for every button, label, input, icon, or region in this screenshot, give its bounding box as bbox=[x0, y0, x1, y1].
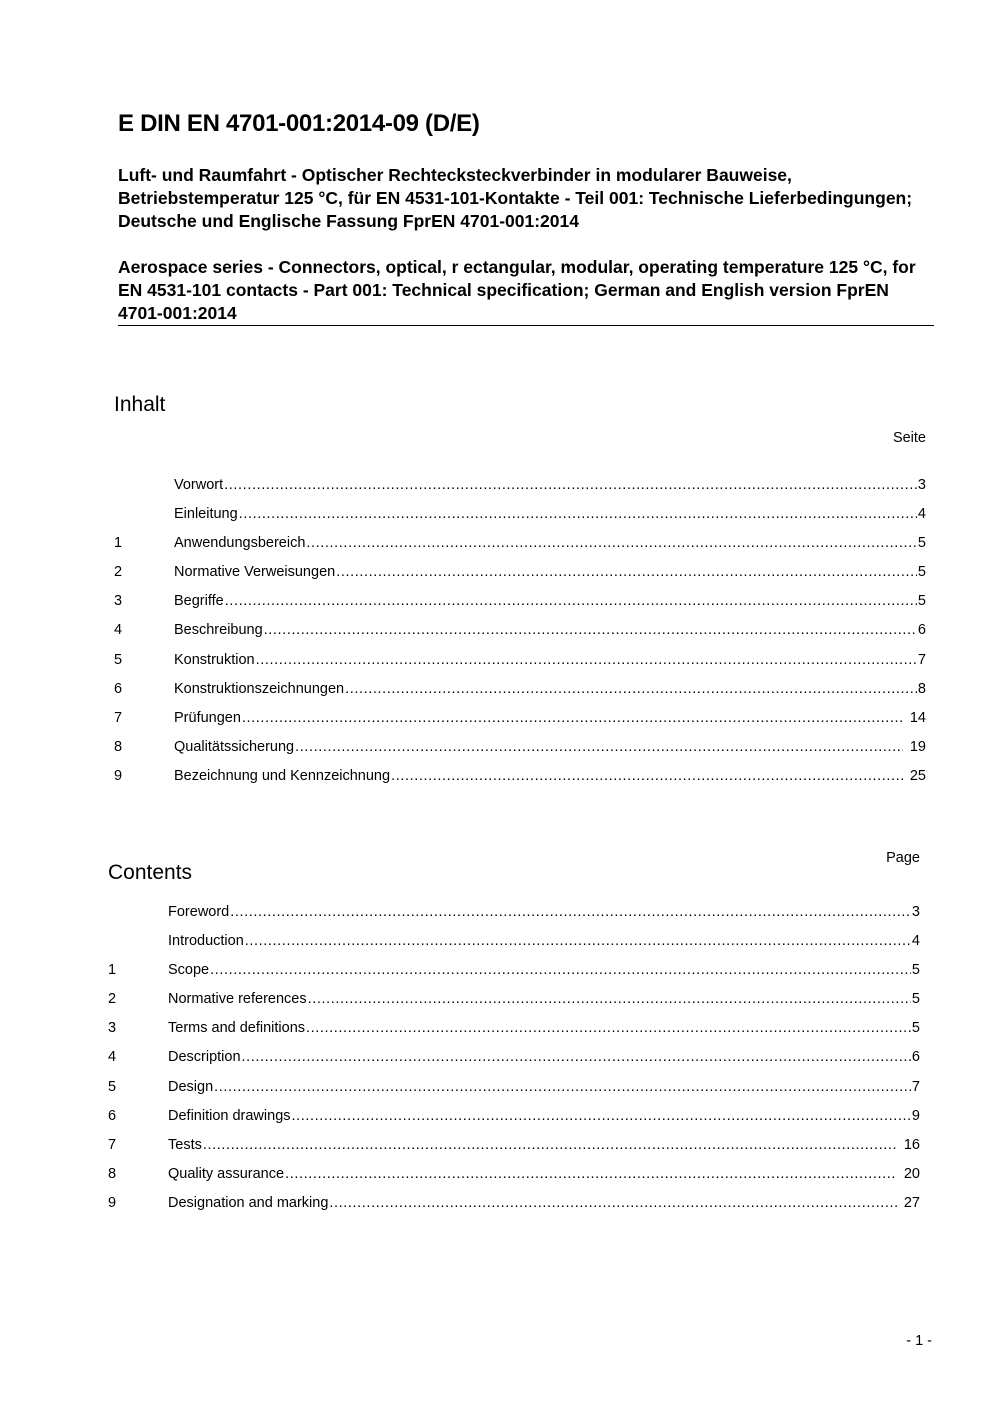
toc-entry[interactable] bbox=[114, 593, 926, 622]
toc-entry-page: 9 bbox=[911, 1107, 920, 1124]
toc-entry-label: Beschreibung bbox=[174, 622, 263, 639]
toc-entry-label: Bezeichnung und Kennzeichnung bbox=[174, 767, 391, 784]
toc-entry-page: 6 bbox=[917, 622, 926, 639]
toc-entry-label: Konstruktion bbox=[174, 651, 255, 668]
toc-entry-number: 2 bbox=[114, 564, 123, 581]
document-title: E DIN EN 4701-001:2014-09 (D/E) bbox=[118, 110, 480, 138]
toc-leader-dots bbox=[225, 593, 917, 609]
toc-entry-page: 8 bbox=[917, 680, 926, 697]
toc-entry-page: 14 bbox=[909, 709, 926, 726]
toc-entry-number: 8 bbox=[114, 738, 123, 755]
toc-leader-dots bbox=[224, 477, 917, 493]
toc-leader-dots bbox=[329, 1195, 896, 1211]
toc-entry[interactable] bbox=[114, 652, 926, 681]
toc-leader-dots bbox=[230, 904, 911, 920]
toc-entry-page: 5 bbox=[911, 1020, 920, 1037]
toc-entry-number: 3 bbox=[114, 593, 123, 610]
toc-entry-label: Normative Verweisungen bbox=[174, 564, 336, 581]
toc-leader-dots bbox=[292, 1108, 911, 1124]
toc-entry-page: 19 bbox=[909, 738, 926, 755]
toc-entry-label: Konstruktionszeichnungen bbox=[174, 680, 345, 697]
toc-entry[interactable] bbox=[108, 904, 920, 933]
toc-leader-dots bbox=[245, 933, 911, 949]
toc-entry[interactable] bbox=[108, 1137, 920, 1166]
toc-entry-number: 5 bbox=[108, 1078, 117, 1095]
toc-entry-page: 7 bbox=[911, 1078, 920, 1095]
toc-entry[interactable] bbox=[114, 564, 926, 593]
toc-entry-page: 5 bbox=[917, 593, 926, 610]
toc-entry-page: 5 bbox=[917, 564, 926, 581]
toc-entry-number: 2 bbox=[108, 991, 117, 1008]
toc-entry-page: 4 bbox=[917, 506, 926, 523]
toc-leader-dots bbox=[345, 681, 917, 697]
toc-leader-dots bbox=[239, 506, 917, 522]
toc-leader-dots bbox=[308, 991, 911, 1007]
toc-leader-dots bbox=[285, 1166, 897, 1182]
toc-entry-page: 25 bbox=[909, 767, 926, 784]
toc-de-heading: Inhalt bbox=[114, 393, 166, 417]
toc-entry-page: 5 bbox=[911, 991, 920, 1008]
page-number: - 1 - bbox=[906, 1333, 932, 1349]
toc-entry[interactable] bbox=[114, 768, 926, 797]
toc-entry-label: Terms and definitions bbox=[168, 1020, 306, 1037]
toc-en-heading: Contents bbox=[108, 861, 193, 885]
toc-entry-label: Qualitätssicherung bbox=[174, 738, 295, 755]
toc-entry[interactable] bbox=[114, 622, 926, 651]
toc-leader-dots bbox=[336, 564, 917, 580]
toc-entry-label: Description bbox=[168, 1049, 241, 1066]
toc-entry-number: 7 bbox=[114, 709, 123, 726]
toc-en-page-label: Page bbox=[886, 850, 920, 866]
toc-entry-page: 16 bbox=[903, 1136, 920, 1153]
toc-leader-dots bbox=[295, 739, 903, 755]
toc-entry-label: Tests bbox=[168, 1136, 202, 1153]
toc-entry[interactable] bbox=[108, 1049, 920, 1078]
toc-entry-page: 3 bbox=[917, 477, 926, 493]
toc-leader-dots bbox=[264, 622, 917, 638]
toc-leader-dots bbox=[242, 710, 903, 726]
toc-entry-number: 7 bbox=[108, 1136, 117, 1153]
toc-leader-dots bbox=[203, 1137, 897, 1153]
toc-entry-label: Anwendungsbereich bbox=[174, 535, 306, 552]
toc-leader-dots bbox=[306, 535, 917, 551]
toc-entry-label: Quality assurance bbox=[168, 1165, 285, 1182]
toc-entry-label: Begriffe bbox=[174, 593, 224, 610]
toc-entry-page: 5 bbox=[917, 535, 926, 552]
title-english: Aerospace series - Connectors, optical, r ectangular, modular, operating temperature 125 °C, for EN 4531-101 contacts - Part 001: Technical specification; German and English version FprEN 4701-001:2014 bbox=[118, 257, 916, 323]
toc-entry[interactable] bbox=[108, 1020, 920, 1049]
toc-entry-number: 4 bbox=[114, 622, 123, 639]
toc-entry-number: 4 bbox=[108, 1049, 117, 1066]
toc-entry[interactable] bbox=[108, 1108, 920, 1137]
toc-entry-label: Scope bbox=[168, 962, 210, 979]
toc-german bbox=[114, 477, 926, 797]
toc-entry-label: Vorwort bbox=[174, 477, 224, 493]
toc-leader-dots bbox=[242, 1049, 911, 1065]
toc-leader-dots bbox=[210, 962, 911, 978]
toc-entry-number: 9 bbox=[108, 1194, 117, 1211]
toc-entry[interactable] bbox=[114, 739, 926, 768]
toc-entry[interactable] bbox=[114, 506, 926, 535]
toc-entry-label: Prüfungen bbox=[174, 709, 241, 726]
toc-entry[interactable] bbox=[108, 991, 920, 1020]
toc-entry-number: 3 bbox=[108, 1020, 117, 1037]
toc-entry-number: 1 bbox=[108, 962, 117, 979]
toc-entry-label: Einleitung bbox=[174, 506, 238, 523]
toc-entry-number: 9 bbox=[114, 767, 123, 784]
title-german: Luft- und Raumfahrt - Optischer Rechtecksteckverbinder in modularer Bauweise, Betriebstemperatur 125 °C, für EN 4531-101-Kontakte - Teil 001: Technische Lieferbedingungen; Deutsche und Englische Fassung FprEN 4701-001:2014 bbox=[118, 165, 913, 231]
toc-entry[interactable] bbox=[108, 1195, 920, 1224]
toc-entry-page: 5 bbox=[911, 962, 920, 979]
toc-entry-number: 6 bbox=[114, 680, 123, 697]
toc-entry[interactable] bbox=[108, 1166, 920, 1195]
toc-entry-number: 5 bbox=[114, 651, 123, 668]
toc-entry-page: 3 bbox=[911, 904, 920, 920]
toc-leader-dots bbox=[391, 768, 903, 784]
toc-entry-number: 8 bbox=[108, 1165, 117, 1182]
toc-entry-page: 6 bbox=[911, 1049, 920, 1066]
toc-entry[interactable] bbox=[114, 681, 926, 710]
toc-entry-page: 7 bbox=[917, 651, 926, 668]
toc-entry-label: Designation and marking bbox=[168, 1194, 329, 1211]
toc-leader-dots bbox=[256, 652, 917, 668]
toc-entry-label: Introduction bbox=[168, 933, 244, 950]
toc-entry-page: 4 bbox=[911, 933, 920, 950]
toc-entry-label: Design bbox=[168, 1078, 214, 1095]
toc-entry-number: 6 bbox=[108, 1107, 117, 1124]
toc-entry[interactable] bbox=[108, 933, 920, 962]
toc-entry-number: 1 bbox=[114, 535, 123, 552]
toc-de-page-label: Seite bbox=[892, 430, 926, 446]
toc-leader-dots bbox=[214, 1079, 911, 1095]
toc-entry-page: 27 bbox=[903, 1194, 920, 1211]
toc-entry-label: Definition drawings bbox=[168, 1107, 291, 1124]
toc-entry-label: Normative references bbox=[168, 991, 307, 1008]
toc-entry[interactable] bbox=[108, 962, 920, 991]
toc-english bbox=[108, 904, 920, 1224]
title-divider bbox=[118, 325, 934, 326]
toc-entry[interactable] bbox=[114, 710, 926, 739]
toc-entry-page: 20 bbox=[903, 1165, 920, 1182]
toc-entry[interactable] bbox=[114, 477, 926, 506]
toc-entry-label: Foreword bbox=[168, 904, 230, 920]
toc-entry[interactable] bbox=[108, 1079, 920, 1108]
toc-entry[interactable] bbox=[114, 535, 926, 564]
toc-leader-dots bbox=[306, 1020, 911, 1036]
